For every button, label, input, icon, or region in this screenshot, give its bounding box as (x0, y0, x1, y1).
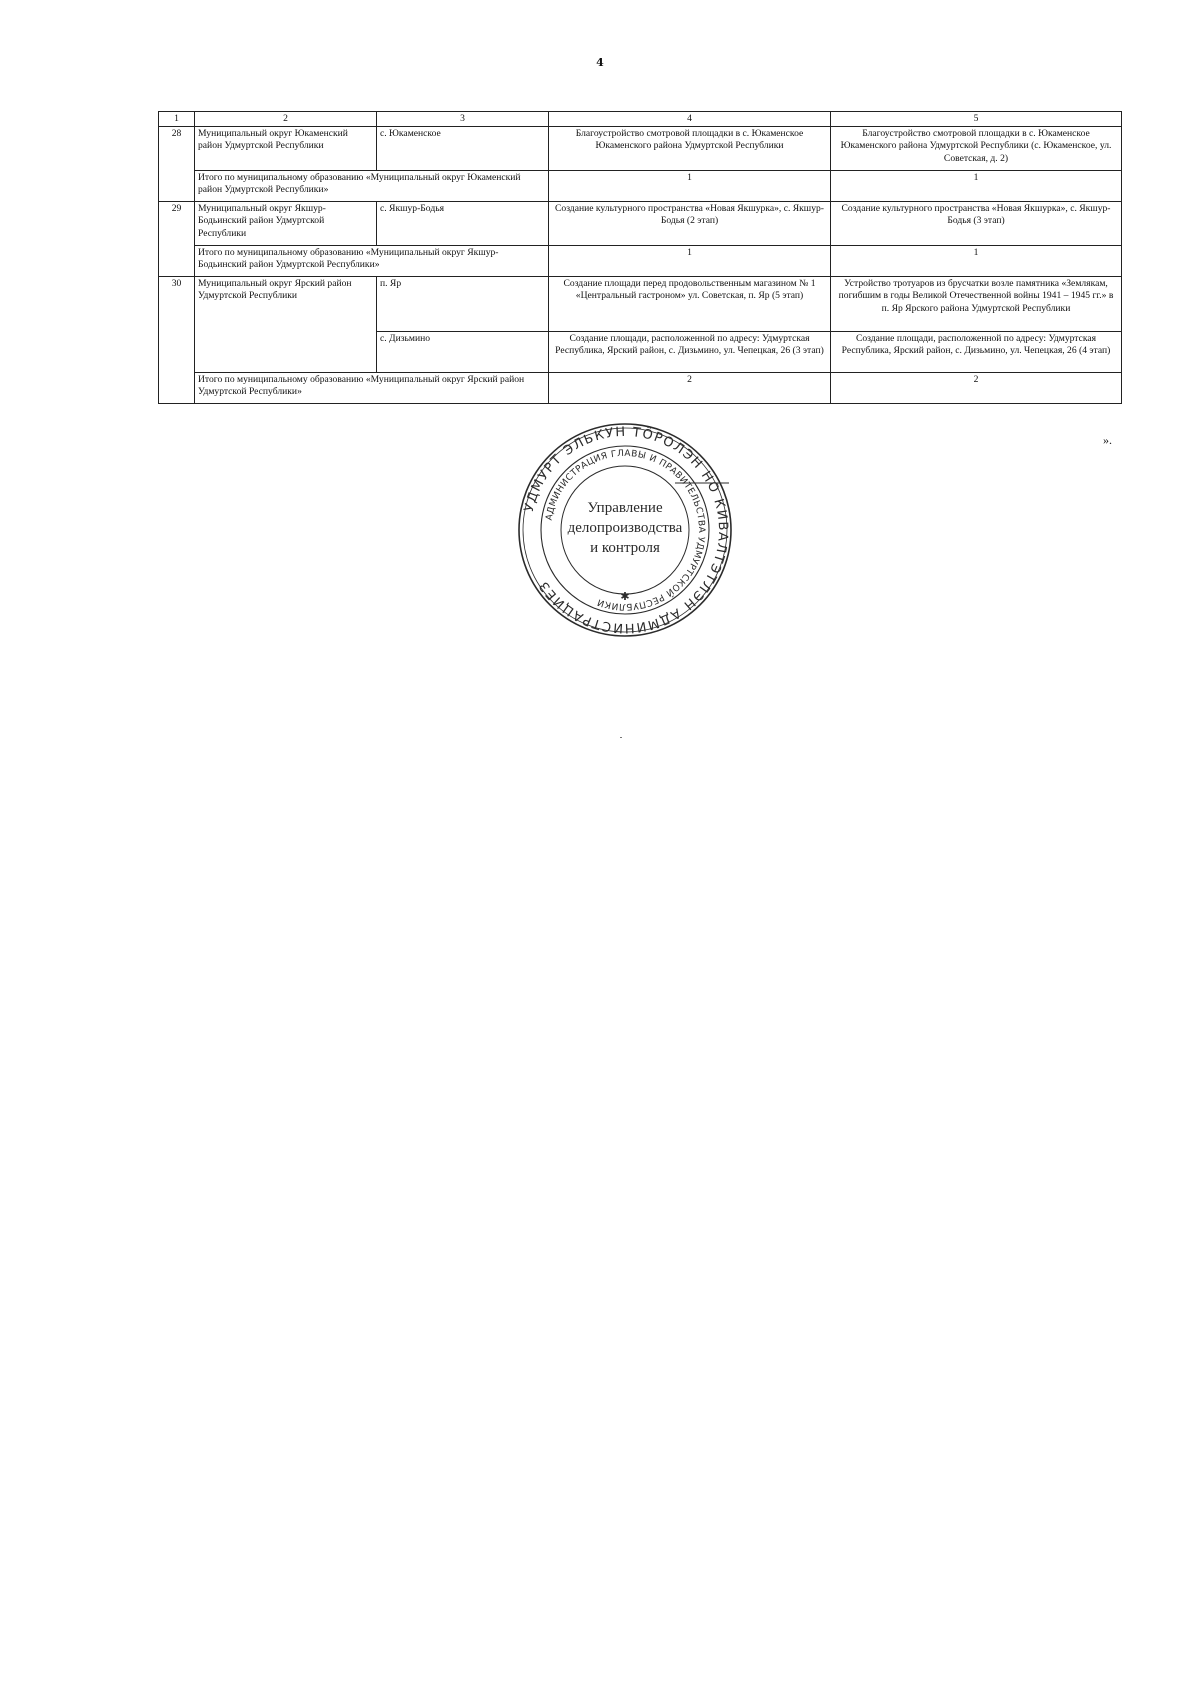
project-col5: Устройство тротуаров из брусчатки возле памятника «Землякам, погибшим в годы Великой Отечественной войны 1941 – 1945 гг.» в п. Яр Ярского района Удмуртской Республики (831, 277, 1122, 332)
district-name: Муниципальный округ Ярский район Удмуртской Республики (195, 277, 377, 373)
closing-quote-mark: ». (1103, 433, 1112, 447)
total-col4: 2 (549, 373, 831, 404)
project-col4: Благоустройство смотровой площадки в с. Юкаменское Юкаменского района Удмуртской Республики (549, 127, 831, 171)
stamp-center-line: и контроля (590, 540, 660, 556)
project-col4: Создание площади перед продовольственным магазином № 1 «Центральный гастроном» ул. Советская, п. Яр (5 этап) (549, 277, 831, 332)
table-header-row (159, 112, 1122, 127)
settlement-name: п. Яр (377, 277, 549, 332)
project-col4: Создание площади, расположенной по адресу: Удмуртская Республика, Ярский район, с. Дизьмино, ул. Чепецкая, 26 (3 этап) (549, 332, 831, 373)
header-cell: 5 (831, 112, 1122, 127)
total-col4: 1 (549, 171, 831, 202)
total-row (159, 246, 1122, 277)
row-number: 30 (159, 277, 195, 404)
district-name: Муниципальный округ Юкаменский район Удмуртской Республики (195, 127, 377, 171)
settlement-name: с. Якшур-Бодья (377, 202, 549, 246)
official-seal-stamp (515, 420, 735, 640)
settlement-name: с. Юкаменское (377, 127, 549, 171)
stamp-star-icon: ✱ (620, 590, 630, 603)
project-col5: Благоустройство смотровой площадки в с. Юкаменское Юкаменского района Удмуртской Республики (с. Юкаменское, ул. Советская, д. 2) (831, 127, 1122, 171)
page-number: 4 (596, 56, 604, 69)
project-col5: Создание площади, расположенной по адресу: Удмуртская Республика, Ярский район, с. Дизьмино, ул. Чепецкая, 26 (4 этап) (831, 332, 1122, 373)
data-table (158, 111, 1122, 404)
district-name: Муниципальный округ Якшур-Бодьинский район Удмуртской Республики (195, 202, 377, 246)
settlement-name: с. Дизьмино (377, 332, 549, 373)
stamp-inner-ring-text: АДМИНИСТРАЦИЯ ГЛАВЫ И ПРАВИТЕЛЬСТВА УДМУРТСКОЙ РЕСПУБЛИКИ (544, 448, 707, 612)
header-cell: 3 (377, 112, 549, 127)
total-label: Итого по муниципальному образованию «Муниципальный округ Юкаменский район Удмуртской Республики» (195, 171, 549, 202)
total-col5: 1 (831, 171, 1122, 202)
total-label: Итого по муниципальному образованию «Муниципальный округ Ярский район Удмуртской Республики» (195, 373, 549, 404)
total-row (159, 171, 1122, 202)
stamp-center-line: делопроизводства (567, 520, 683, 536)
stamp-center-line: Управление (587, 500, 663, 516)
header-cell: 4 (549, 112, 831, 127)
total-col5: 1 (831, 246, 1122, 277)
header-cell: 2 (195, 112, 377, 127)
row-number: 29 (159, 202, 195, 277)
table-row (159, 277, 1122, 332)
header-cell: 1 (159, 112, 195, 127)
total-col5: 2 (831, 373, 1122, 404)
total-label: Итого по муниципальному образованию «Муниципальный округ Якшур-Бодьинский район Удмуртской Республики» (195, 246, 549, 277)
project-col4: Создание культурного пространства «Новая Якшурка», с. Якшур-Бодья (2 этап) (549, 202, 831, 246)
table-row (159, 202, 1122, 246)
project-col5: Создание культурного пространства «Новая Якшурка», с. Якшур-Бодья (3 этап) (831, 202, 1122, 246)
table-row (159, 127, 1122, 171)
stamp-outer-ring-text: УДМУРТ ЭЛЬКУН ТӦРОЛЭН НО КИВАЛТЭТЛЭН АДМИНИСТРАЦИЕЗ (521, 424, 731, 636)
row-number: 28 (159, 127, 195, 202)
total-col4: 1 (549, 246, 831, 277)
scan-speck (620, 737, 622, 738)
total-row (159, 373, 1122, 404)
